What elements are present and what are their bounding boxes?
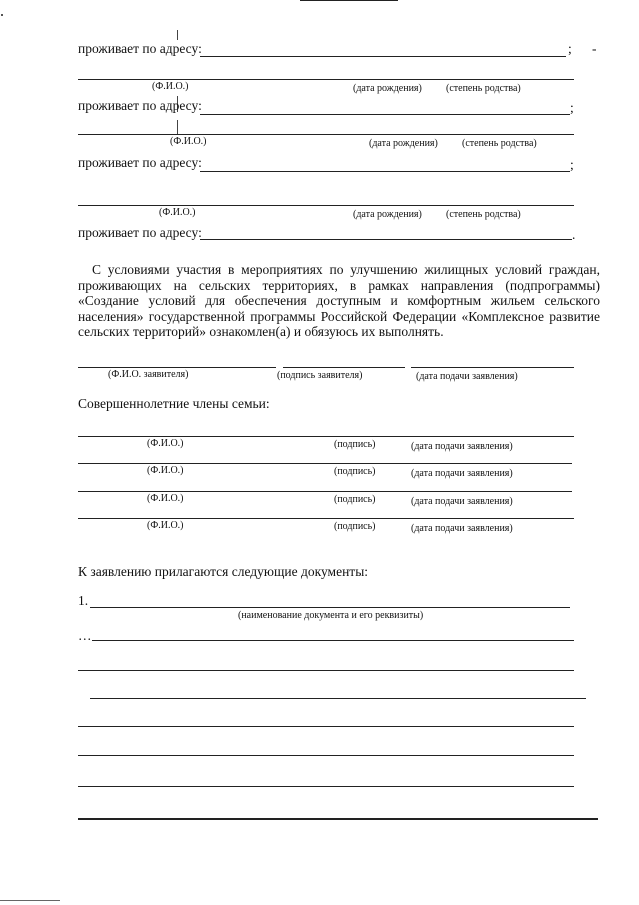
member-fio-caption-4: (Ф.И.О.) xyxy=(147,520,184,531)
document-line-2[interactable] xyxy=(92,640,574,641)
documents-heading: К заявлению прилагаются следующие документы: xyxy=(78,564,369,579)
fio-caption-2: (Ф.И.О.) xyxy=(170,136,207,147)
document-line-1[interactable] xyxy=(90,607,570,608)
birth-date-caption-1: (дата рождения) xyxy=(353,83,422,94)
document-ellipsis: … xyxy=(78,628,92,643)
relative-line-1[interactable] xyxy=(78,79,574,80)
residence-label-2: проживает по адресу: xyxy=(78,98,202,113)
fio-caption-3: (Ф.И.О.) xyxy=(159,207,196,218)
member-signature-caption-2: (подпись) xyxy=(334,466,376,477)
member-line-1[interactable] xyxy=(78,436,574,437)
member-fio-caption-2: (Ф.И.О.) xyxy=(147,465,184,476)
applicant-fio-caption: (Ф.И.О. заявителя) xyxy=(108,369,189,380)
birth-date-caption-3: (дата рождения) xyxy=(353,209,422,220)
scan-tick xyxy=(177,30,178,40)
member-date-caption-3: (дата подачи заявления) xyxy=(411,496,513,507)
page-bottom-scan-mark xyxy=(0,900,60,901)
document-line-4[interactable] xyxy=(90,698,586,699)
adult-members-heading: Совершеннолетние члены семьи: xyxy=(78,396,270,411)
relation-caption-3: (степень родства) xyxy=(446,209,521,220)
document-line-6[interactable] xyxy=(78,755,574,756)
semicolon-1: ; xyxy=(568,41,572,56)
address-line-1[interactable] xyxy=(200,56,566,57)
applicant-signature-caption: (подпись заявителя) xyxy=(277,370,363,381)
member-date-caption-4: (дата подачи заявления) xyxy=(411,523,513,534)
applicant-fio-line[interactable] xyxy=(78,367,276,368)
residence-label-4: проживает по адресу: xyxy=(78,225,202,240)
document-caption: (наименование документа и его реквизиты) xyxy=(238,610,424,621)
member-line-3[interactable] xyxy=(78,491,572,492)
top-scan-mark xyxy=(300,0,398,1)
member-fio-caption-3: (Ф.И.О.) xyxy=(147,493,184,504)
document-line-3[interactable] xyxy=(78,670,574,671)
semicolon-3: ; xyxy=(570,157,574,172)
member-fio-caption-1: (Ф.И.О.) xyxy=(147,438,184,449)
dash-mark: - xyxy=(592,41,597,56)
member-signature-caption-1: (подпись) xyxy=(334,439,376,450)
agreement-paragraph: С условиями участия в мероприятиях по улучшению жилищных условий граждан, проживающих на сельских территориях, в рамках направления (подпрограммы) «Создание условий для обеспечения доступным и комфортным жильем сельского населения» государственной программы Российской Федерации «Комплексное развитие сельских территорий» ознакомлен(а) и обязуюсь их выполнять. xyxy=(78,262,600,339)
period-mark: . xyxy=(572,227,576,242)
member-date-caption-2: (дата подачи заявления) xyxy=(411,468,513,479)
relative-line-2[interactable] xyxy=(78,134,574,135)
applicant-date-caption: (дата подачи заявления) xyxy=(416,371,518,382)
birth-date-caption-2: (дата рождения) xyxy=(369,138,438,149)
relation-caption-1: (степень родства) xyxy=(446,83,521,94)
member-line-2[interactable] xyxy=(78,463,572,464)
document-line-5[interactable] xyxy=(78,726,574,727)
address-line-2[interactable] xyxy=(200,114,570,115)
residence-label-3: проживает по адресу: xyxy=(78,155,202,170)
scan-dot xyxy=(1,14,3,16)
applicant-date-line[interactable] xyxy=(411,367,574,368)
member-date-caption-1: (дата подачи заявления) xyxy=(411,441,513,452)
member-signature-caption-3: (подпись) xyxy=(334,494,376,505)
member-line-4[interactable] xyxy=(78,518,574,519)
bottom-rule xyxy=(78,818,598,820)
relative-line-3[interactable] xyxy=(78,205,574,206)
address-line-3[interactable] xyxy=(200,171,570,172)
residence-label-1: проживает по адресу: xyxy=(78,41,202,56)
applicant-signature-line[interactable] xyxy=(283,367,405,368)
document-line-7[interactable] xyxy=(78,786,574,787)
scan-tick xyxy=(177,120,178,134)
address-line-4[interactable] xyxy=(200,239,572,240)
relation-caption-2: (степень родства) xyxy=(462,138,537,149)
member-signature-caption-4: (подпись) xyxy=(334,521,376,532)
document-item-number: 1. xyxy=(78,593,89,608)
fio-caption-1: (Ф.И.О.) xyxy=(152,81,189,92)
semicolon-2: ; xyxy=(570,100,574,115)
